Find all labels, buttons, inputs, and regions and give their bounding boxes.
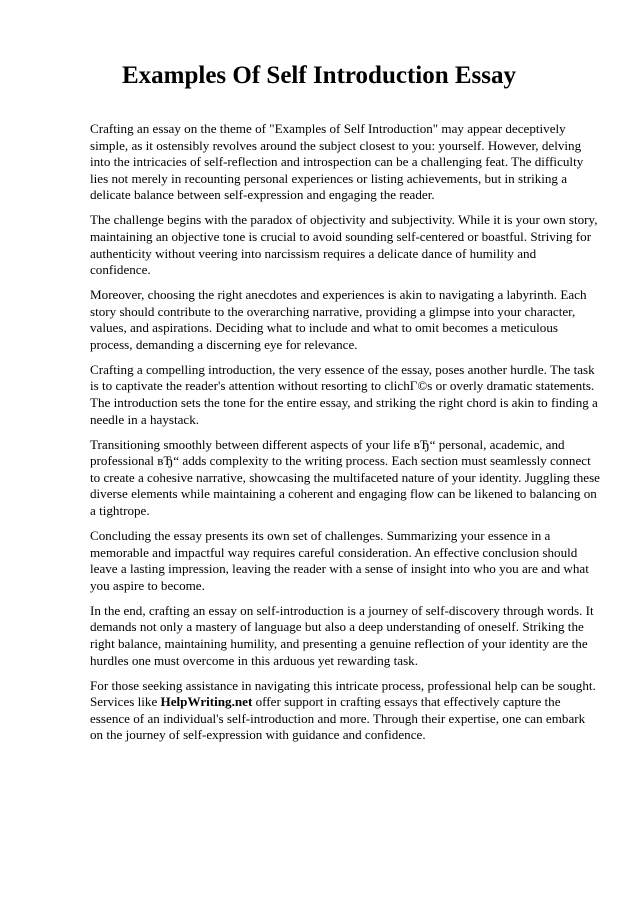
paragraph-1: Crafting an essay on the theme of "Examples of Self Introduction" may appear deceptively simple, as it ostensibly revolves around the subject closest to you: yourself. However, delving into the intricacies of self-reflection and introspection can be a challenging feat. The difficulty lies not merely in recounting personal experiences or listing achievements, but in striking a delicate balance between self-expression and engaging the reader. [90,121,584,203]
essay-body [90,121,600,752]
paragraph-8-before: For those seeking assistance in navigating this intricate process, professional help can be sought. Services like [90,677,596,710]
paragraph-8 [90,678,600,744]
paragraph-7: In the end, crafting an essay on self-introduction is a journey of self-discovery through words. It demands not only a mastery of language but also a deep understanding of oneself. Striking the right balance, maintaining humility, and presenting a genuine reflection of your identity are the hurdles one must overcome in this arduous yet rewarding task. [90,602,594,668]
paragraph-6: Concluding the essay presents its own set of challenges. Summarizing your essence in a memorable and impactful way requires careful consideration. An effective conclusion should leave a lasting impression, leaving the reader with a sense of insight into who you are and what you aspire to become. [90,528,589,593]
paragraph-5: Transitioning smoothly between different aspects of your life вЂ“ personal, academic, and professional вЂ“ adds complexity to the writing process. Each section must seamlessly connect to create a cohesive narrative, showcasing the multifaceted nature of your identity. Juggling these diverse elements while maintaining a coherent and engaging flow can be likened to balancing on a tightrope. [90,436,600,519]
page-title: Examples Of Self Introduction Essay [121,62,517,89]
helpwriting-link[interactable]: HelpWriting.net [160,694,253,710]
paragraph-3: Moreover, choosing the right anecdotes and experiences is akin to navigating a labyrinth. Each story should contribute to the overarching narrative, providing a glimpse into your character, values, and aspirations. Deciding what to include and what to omit becomes a meticulous process, demanding a discerning eye for relevance. [90,287,587,352]
paragraph-2: The challenge begins with the paradox of objectivity and subjectivity. While it is your own story, maintaining an objective tone is crucial to avoid sounding self-centered or boastful. Striving for authenticity without veering into narcissism requires a delicate dance of humility and confidence. [90,212,598,278]
paragraph-8-after: offer support in crafting essays that effectively capture the essence of an individual's self-introduction and more. Through their expertise, one can embark on the journey of self-expression with guidance and confidence. [90,694,586,743]
paragraph-4: Crafting a compelling introduction, the very essence of the essay, poses another hurdle. The task is to captivate the reader's attention without resorting to clichГ©s or overly dramatic statements. The introduction sets the tone for the entire essay, and striking the right chord is akin to finding a needle in a haystack. [90,361,598,427]
